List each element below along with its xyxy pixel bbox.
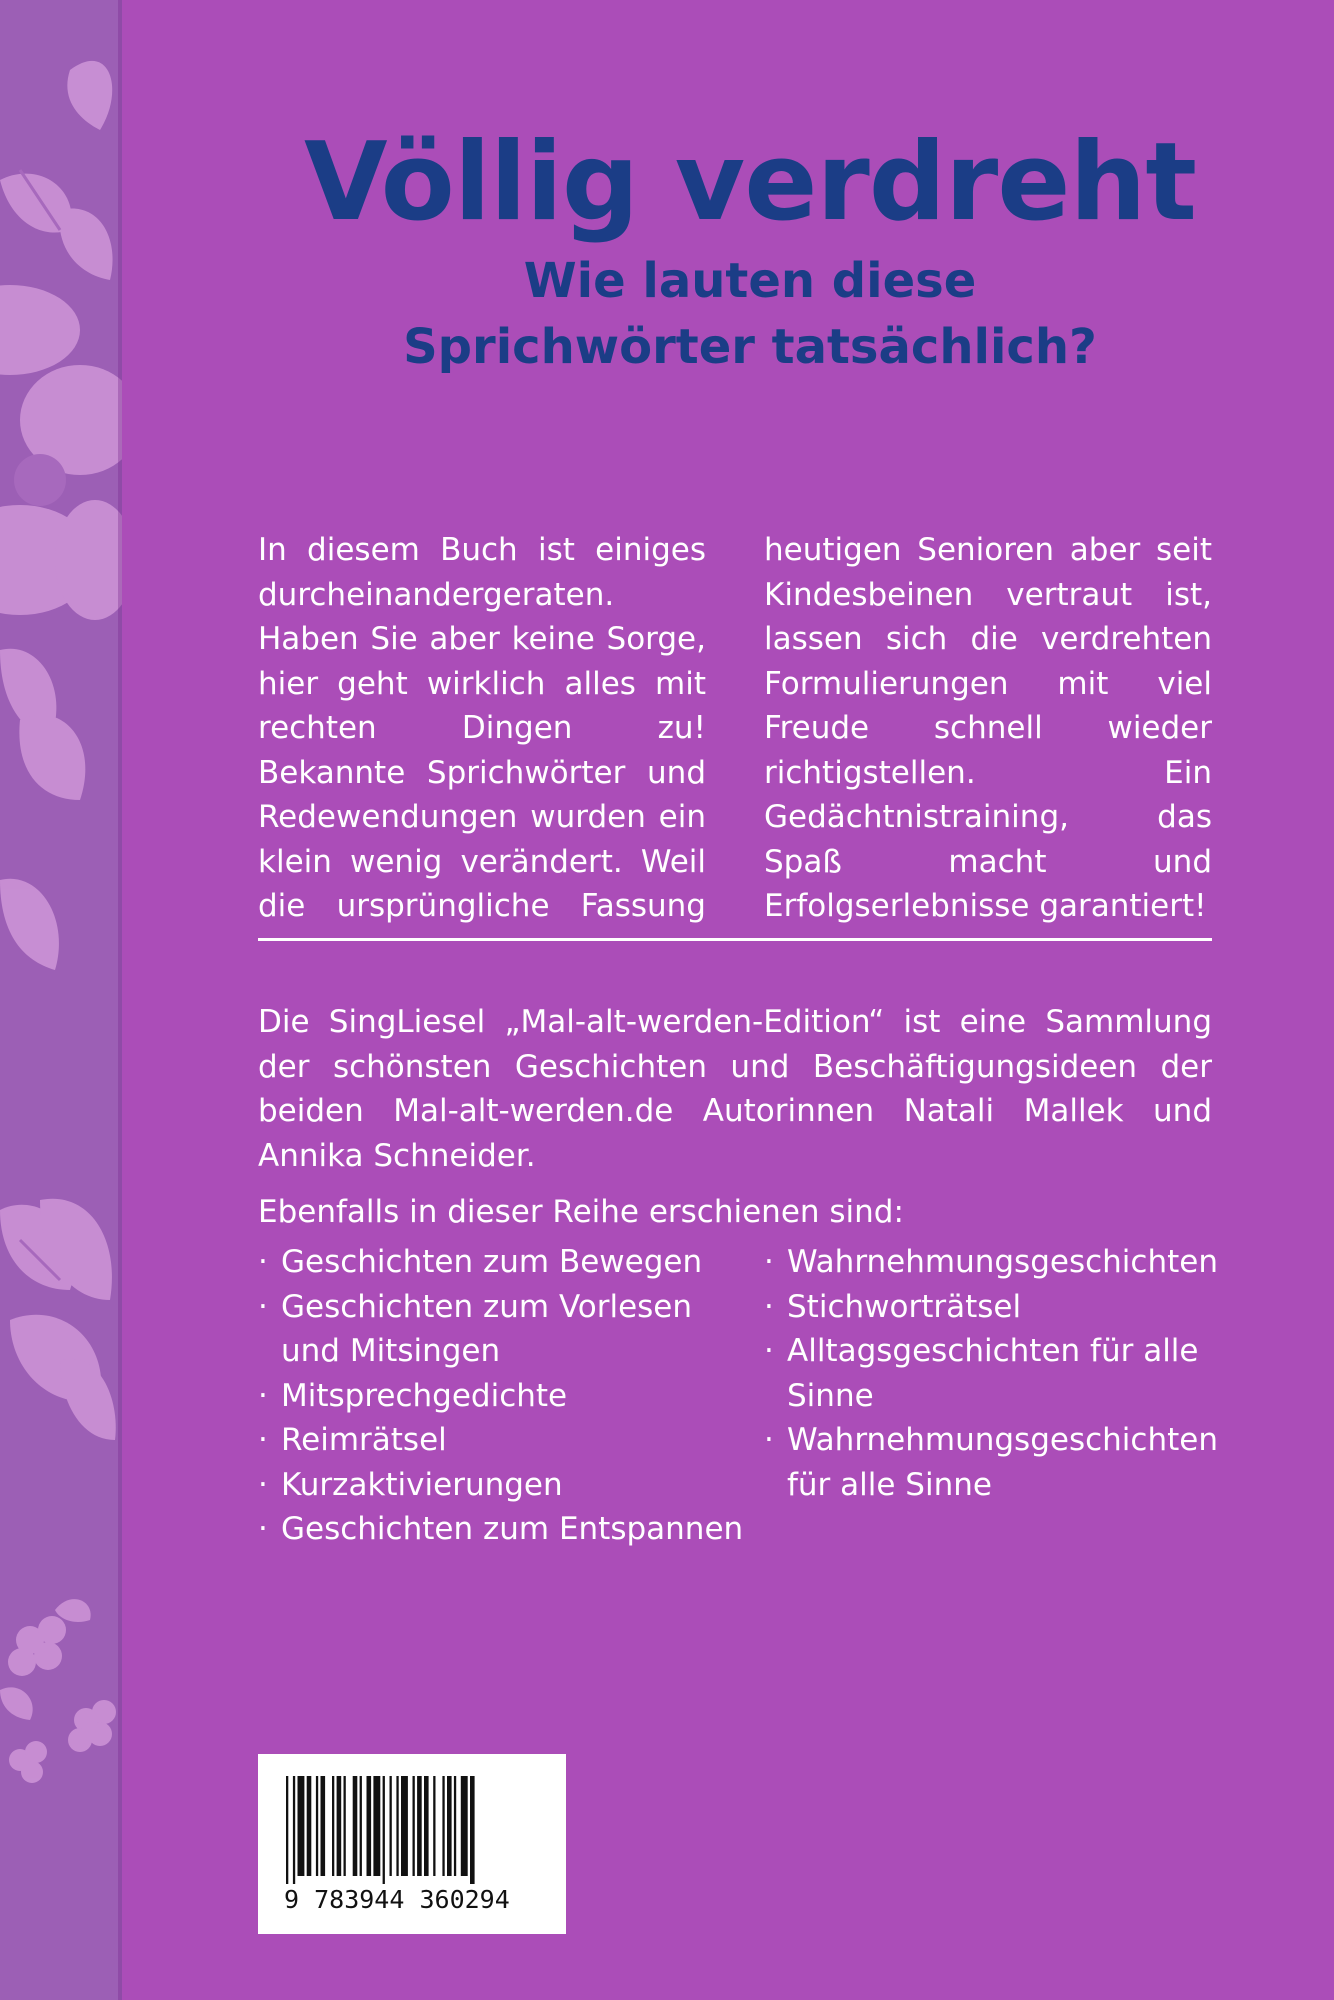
series-list-left [258,1240,758,1552]
series-item: · Reimrätsel [258,1418,758,1463]
series-item: · Mitsprechgedichte [258,1374,758,1419]
series-item: · Wahrnehmungsgeschichten für alle Sinne [764,1418,1224,1507]
book-subtitle [250,248,1250,380]
barcode-digits: 9 783944 360294 [284,1885,510,1914]
series-list-right [764,1240,1224,1507]
flower-pattern-icon [0,0,122,2000]
series-item: · Alltagsgeschichten für alle Sinne [764,1329,1224,1418]
series-item: · Geschichten zum Vorlesen und Mitsingen [258,1285,758,1374]
barcode [258,1754,566,1934]
description-text: In diesem Buch ist einiges durcheinandergeraten. Haben Sie aber keine Sorge, hier geht wirklich alles mit rechten Dingen zu! Bekannte Sprichwörter und Redewendungen wurden ein klein wenig verändert. Weil die ursprüngliche Fassung heutigen Senioren aber seit Kindesbeinen vertraut ist, lassen sich die verdrehten Formulierungen mit viel Freude schnell wieder richtigstellen. Ein Gedächtnistraining, das Spaß macht und Erfolgserlebnisse garantiert! [258,532,1212,924]
book-title: Völlig verdreht [303,120,1197,245]
spine-edge [118,0,122,2000]
series-item: · Geschichten zum Bewegen [258,1240,758,1285]
series-item: · Geschichten zum Entspannen [258,1507,758,1552]
subtitle-line: Wie lauten diese [523,253,977,309]
series-intro: Ebenfalls in dieser Reihe erschienen sind: [258,1194,904,1230]
spine-strip [0,0,122,2000]
subtitle-line: Sprichwörter tatsächlich? [403,319,1097,375]
series-item: · Stichworträtsel [764,1285,1224,1330]
divider [258,938,1212,941]
series-item: · Kurzaktivierungen [258,1463,758,1508]
edition-text: Die SingLiesel „Mal-alt-werden-Edition“ ist eine Sammlung der schönsten Geschichten und Beschäftigungsideen der beiden Mal-alt-werden.de Autorinnen Natali Mallek und Annika Schneider. [258,1004,1212,1174]
series-item: · Wahrnehmungsgeschichten [764,1240,1224,1285]
barcode-icon [286,1776,538,1884]
